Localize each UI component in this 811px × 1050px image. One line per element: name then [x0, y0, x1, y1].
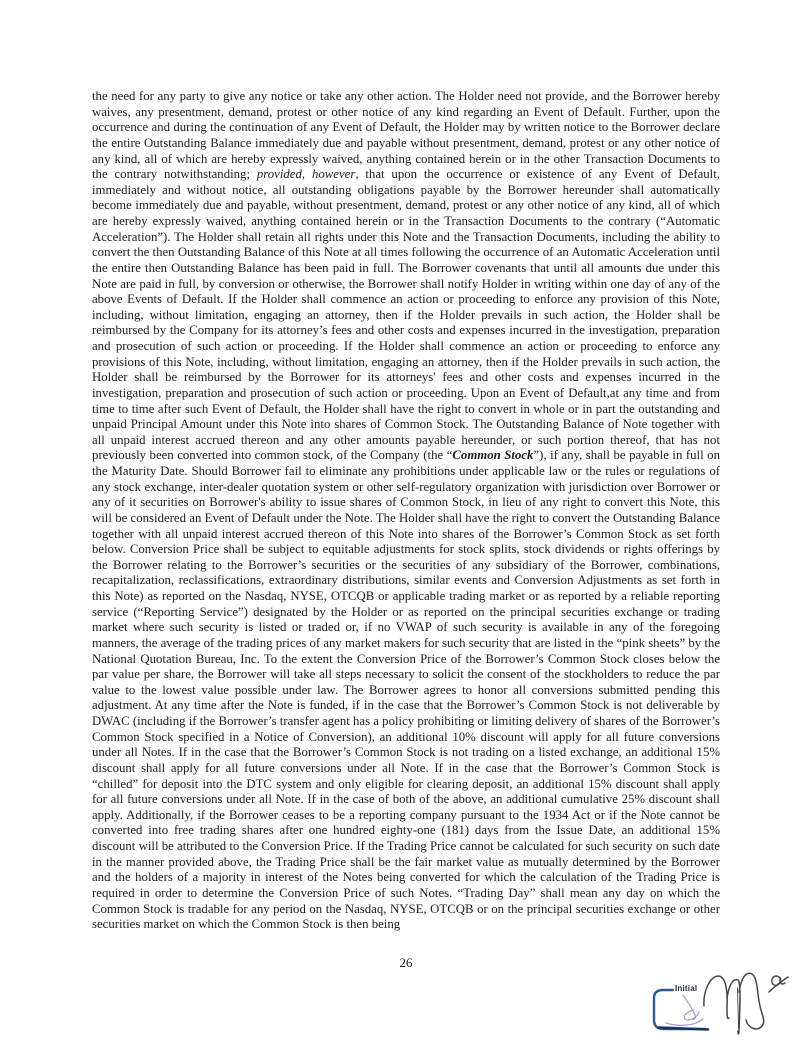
initial-scribble [666, 995, 703, 1025]
initial-bracket-and-signature [645, 968, 811, 1048]
paragraph-segment: ”), if any, shall be payable in full on the Maturity Date. Should Borrower fail to eliminate any prohibitions under applicable law or the rules or regulations of any stock exchange, inter-dealer quotation system or other self-regulatory organization with jurisdiction over Borrower or any of it securities on Borrower's ability to issue shares of Common Stock, in lieu of any right to convert this Note, this will be considered an Event of Default under the Note. The Holder shall have the right to convert the Outstanding Balance together with all unpaid interest accrued thereon of this Note into shares of the Borrower’s Common Stock as set forth below. Conversion Price shall be subject to equitable adjustments for stock splits, stock dividends or rights offerings by the Borrower relating to the Borrower’s securities or the securities of any subsidiary of the Borrower, combinations, recapitalization, reclassifications, extraordinary distributions, similar events and Conversion Adjustments as set forth in this Note) as reported on the Nasdaq, NYSE, OTCQB or applicable trading market or as reported by a reliable reporting service (“Reporting Service”) designated by the Holder or as reported on the principal securities exchange or trading market where such security is listed or traded or, if no VWAP of such security is available in any of the foregoing manners, the average of the trading prices of any market makers for such security that are listed in the “pink sheets” by the National Quotation Bureau, Inc. To the extent the Conversion Price of the Borrower’s Common Stock closes below the par value per share, the Borrower will take all steps necessary to solicit the consent of the stockholders to reduce the par value to the lowest value possible under law. The Borrower agrees to honor all conversions submitted pending this adjustment. At any time after the Note is funded, if in the case that the Borrower’s Common Stock is not deliverable by DWAC (including if the Borrower’s transfer agent has a policy prohibiting or limiting delivery of shares of the Borrower’s Common Stock specified in a Notice of Conversion), an additional 10% discount will apply for all future conversions under all Notes. If in the case that the Borrower’s Common Stock is not trading on a listed exchange, an additional 15% discount shall apply for all future conversions under all Note. If in the case that the Borrower’s Common Stock is “chilled” for deposit into the DTC system and only eligible for clearing deposit, an additional 15% discount shall apply for all future conversions under all Note. If in the case of both of the above, an additional cumulative 25% discount shall apply. Additionally, if the Borrower ceases to be a reporting company pursuant to the 1934 Act or if the Note cannot be converted into free trading shares after one hundred eighty-one (181) days from the Issue Date, an additional 15% discount will be attributed to the Conversion Price. If the Trading Price cannot be calculated for such security on such date in the manner provided above, the Trading Price shall be the fair market value as mutually determined by the Borrower and the holders of a majority in interest of the Notes being converted for which the calculation of the Trading Price is required in order to determine the Conversion Price of such Notes. “Trading Day” shall mean any day on which the Common Stock is tradable for any period on the Nasdaq, NYSE, OTCQB or on the principal securities exchange or other securities market on which the Common Stock is then being [92, 448, 720, 932]
paragraph-segment-italic: however [311, 167, 356, 182]
paragraph-segment: the need for any party to give any notice or take any other action. The Holder need not provide, and the Borrower hereby waives, any presentment, demand, protest or other notice of any kind regarding an Event of Default. Further, upon the occurrence and during the continuation of any Event of Default, the Holder may by written notice to the Borrower declare the entire Outstanding Balance immediately due and payable without presentment, demand, protest or any other notice of any kind, all of which are hereby expressly waived, anything contained herein or in the other Transaction Documents to the contrary notwithstanding; [92, 89, 720, 182]
initial-bracket-icon [654, 990, 708, 1030]
paragraph-segment: , [301, 167, 312, 182]
paragraph-segment-italic: provided [256, 167, 302, 182]
initial-area [645, 968, 811, 1048]
body-paragraph [92, 89, 720, 933]
paragraph-segment-defined-term: Common Stock [452, 448, 534, 463]
paragraph-segment: , that upon the occurrence or existence of any Event of Default, immediately and without notice, all outstanding obligations payable by the Borrower hereunder shall automatically become immediately due and payable, without presentment, demand, protest or any other notice of any kind, all of which are hereby expressly waived, anything contained herein or in the Transaction Documents to the contrary (“Automatic Acceleration”). The Holder shall retain all rights under this Note and the Transaction Documents, including the ability to convert the then Outstanding Balance of this Note at all times following the occurrence of an Automatic Acceleration until the entire then Outstanding Balance has been paid in full. The Borrower covenants that until all amounts due under this Note are paid in full, by conversion or otherwise, the Borrower shall notify Holder in writing within one day of any of the above Events of Default. If the Holder shall commence an action or proceeding to enforce any provision of this Note, including, without limitation, engaging an attorney, then if the Holder prevails in such action, the Holder shall be reimbursed by the Company for its attorney’s fees and other costs and expenses incurred in the investigation, preparation and prosecution of such action or proceeding. If the Holder shall commence an action or proceeding to enforce any provisions of this Note, including, without limitation, engaging an attorney, then if the Holder prevails in such action, the Holder shall be reimbursed by the Borrower for its attorneys' fees and other costs and expenses incurred in the investigation, preparation and prosecution of such action or proceeding. Upon an Event of Default,at any time and from time to time after such Event of Default, the Holder shall have the right to convert in whole or in part the outstanding and unpaid Principal Amount under this Note into shares of Common Stock. The Outstanding Balance of Note together with all unpaid interest accrued thereon and any other amounts payable hereunder, or such portion thereof, that has not previously been converted into common stock, of the Company (the “ [92, 167, 720, 463]
signature-initials [704, 973, 788, 1034]
initial-label: Initial [675, 984, 698, 993]
page-number: 26 [399, 955, 413, 970]
